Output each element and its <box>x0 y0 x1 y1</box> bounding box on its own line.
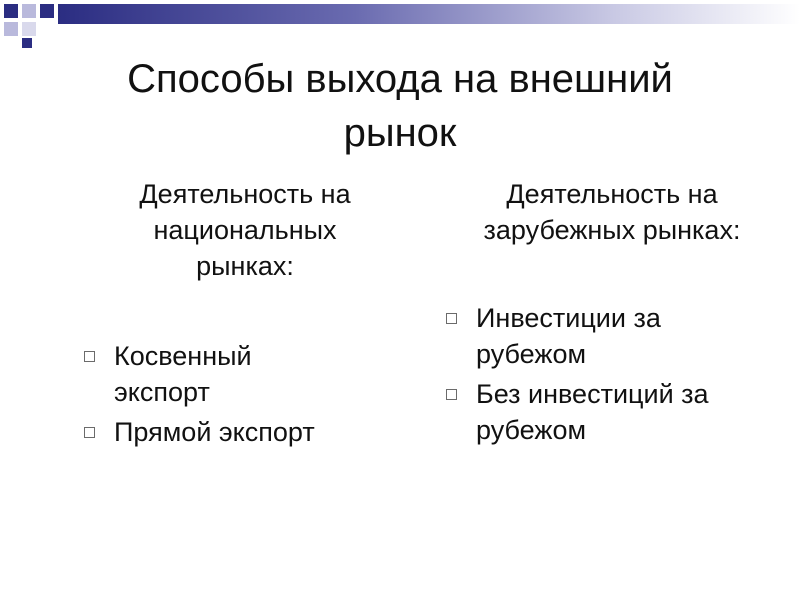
bullet-text <box>476 300 782 372</box>
right-column <box>442 176 782 452</box>
slide-title-line: рынок <box>343 111 457 155</box>
left-bullet-list <box>80 338 410 450</box>
bullet-text-line: рубежом <box>476 415 587 445</box>
deco-square <box>4 4 18 18</box>
bullet-text <box>114 414 410 450</box>
hollow-square-icon <box>84 351 95 362</box>
list-item <box>80 338 410 410</box>
list-item <box>442 300 782 372</box>
header-gradient-bar <box>58 4 800 24</box>
left-column-heading <box>80 176 410 284</box>
right-bullet-list <box>442 300 782 448</box>
bullet-text-line: экспорт <box>114 377 210 407</box>
slide-title-line: Способы выхода на внешний <box>127 57 673 101</box>
bullet-text-line: Без инвестиций за <box>476 379 709 409</box>
heading-line: рынках: <box>196 251 294 281</box>
hollow-square-icon <box>446 389 457 400</box>
deco-square <box>22 38 32 48</box>
deco-square <box>40 4 54 18</box>
list-item <box>80 414 410 450</box>
bullet-text-line: Прямой экспорт <box>114 417 315 447</box>
hollow-square-icon <box>446 313 457 324</box>
bullet-text-line: Инвестиции за <box>476 303 661 333</box>
heading-line: Деятельность на <box>506 179 718 209</box>
heading-line: Деятельность на <box>139 179 351 209</box>
heading-line: зарубежных рынках: <box>483 215 741 245</box>
deco-square <box>22 22 36 36</box>
hollow-square-icon <box>84 427 95 438</box>
right-column-heading <box>442 176 782 248</box>
bullet-text <box>476 376 782 448</box>
bullet-text-line: Косвенный <box>114 341 252 371</box>
deco-square <box>4 22 18 36</box>
list-item <box>442 376 782 448</box>
deco-square <box>22 4 36 18</box>
bullet-text-line: рубежом <box>476 339 587 369</box>
slide-title <box>40 52 760 160</box>
heading-line: национальных <box>153 215 337 245</box>
left-column <box>80 176 410 454</box>
bullet-text <box>114 338 410 410</box>
